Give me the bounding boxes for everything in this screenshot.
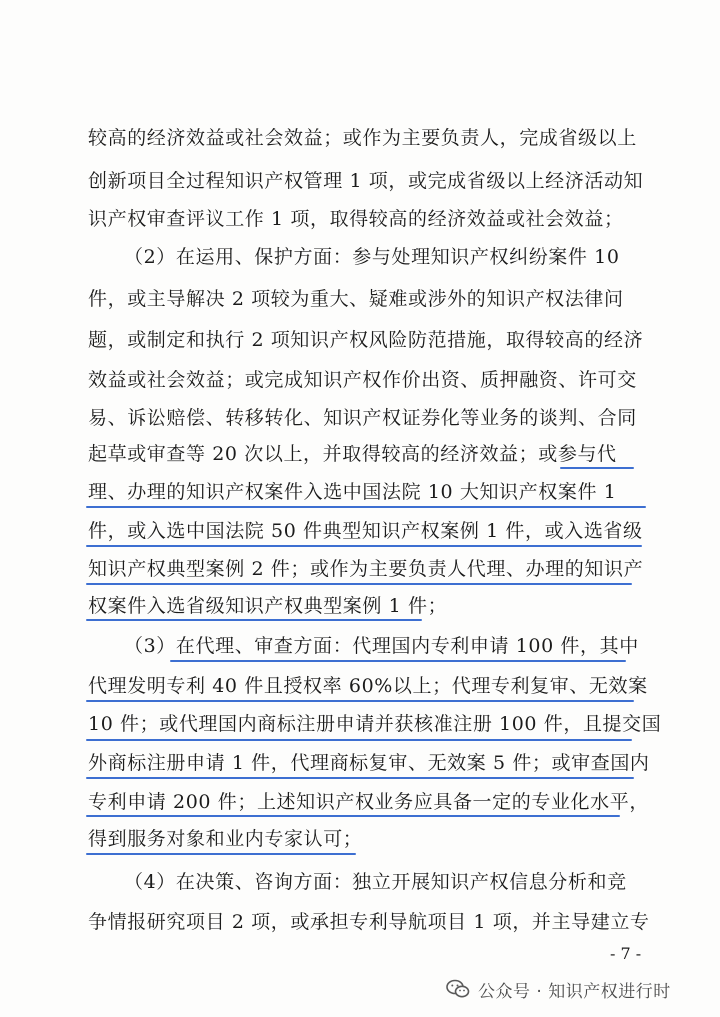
- highlight-underline: [86, 700, 634, 702]
- text-line: 易、诉讼赔偿、转移转化、知识产权证券化等业务的谈判、合同: [88, 407, 637, 429]
- text-line: 得到服务对象和业内专家认可；: [88, 828, 363, 850]
- highlight-underline: [86, 506, 646, 508]
- highlight-underline: [86, 739, 632, 741]
- highlight-underline: [86, 545, 642, 547]
- text-line: 起草或审查等 20 次以上，并取得较高的经济效益；或参与代: [88, 443, 617, 465]
- highlight-underline: [86, 619, 422, 621]
- text-line: 件，或主导解决 2 项较为重大、疑难或涉外的知识产权法律问: [88, 288, 624, 310]
- text-line: 10 件；或代理国内商标注册申请并获核准注册 100 件，且提交国: [88, 713, 662, 735]
- wechat-icon: [446, 979, 470, 999]
- highlight-underline: [86, 777, 634, 779]
- highlight-underline: [560, 467, 634, 469]
- highlight-underline: [86, 583, 632, 585]
- text-line: 代理发明专利 40 件且授权率 60%以上；代理专利复审、无效案: [88, 675, 648, 697]
- watermark: [446, 976, 671, 1002]
- text-line: 权案件入选省级知识产权典型案例 1 件；: [88, 595, 448, 617]
- paragraph-start-line: （3）在代理、审查方面：代理国内专利申请 100 件，其中: [124, 635, 639, 657]
- text-line: 较高的经济效益或社会效益；或作为主要负责人，完成省级以上: [88, 127, 637, 149]
- text-line: 题，或制定和执行 2 项知识产权风险防范措施，取得较高的经济: [88, 329, 644, 351]
- text-line: 专利申请 200 件；上述知识产权业务应具备一定的专业化水平，: [88, 791, 649, 813]
- text-line: 知识产权典型案例 2 件；或作为主要负责人代理、办理的知识产: [88, 558, 644, 580]
- text-line: 创新项目全过程知识产权管理 1 项，或完成省级以上经济活动知: [88, 170, 644, 192]
- paragraph-start-line: （2）在运用、保护方面：参与处理知识产权纠纷案件 10: [124, 246, 620, 268]
- highlight-underline: [170, 660, 626, 662]
- highlight-underline: [86, 815, 620, 817]
- page-number: - 7 -: [610, 944, 642, 963]
- text-line: 争情报研究项目 2 项，或承担专利导航项目 1 项，并主导建立专: [88, 911, 650, 933]
- highlight-underline: [86, 853, 356, 855]
- text-line: 识产权审查评议工作 1 项，取得较高的经济效益或社会效益；: [88, 208, 624, 230]
- watermark-text: 公众号 · 知识产权进行时: [478, 981, 671, 1002]
- text-line: 外商标注册申请 1 件，代理商标复审、无效案 5 件；或审查国内: [88, 752, 650, 774]
- text-line: 理、办理的知识产权案件入选中国法院 10 大知识产权案件 1: [88, 481, 617, 503]
- text-line: 件，或入选中国法院 50 件典型知识产权案例 1 件，或入选省级: [88, 520, 643, 542]
- text-line: 效益或社会效益；或完成知识产权作价出资、质押融资、许可交: [88, 369, 637, 391]
- paragraph-start-line: （4）在决策、咨询方面：独立开展知识产权信息分析和竞: [124, 871, 627, 893]
